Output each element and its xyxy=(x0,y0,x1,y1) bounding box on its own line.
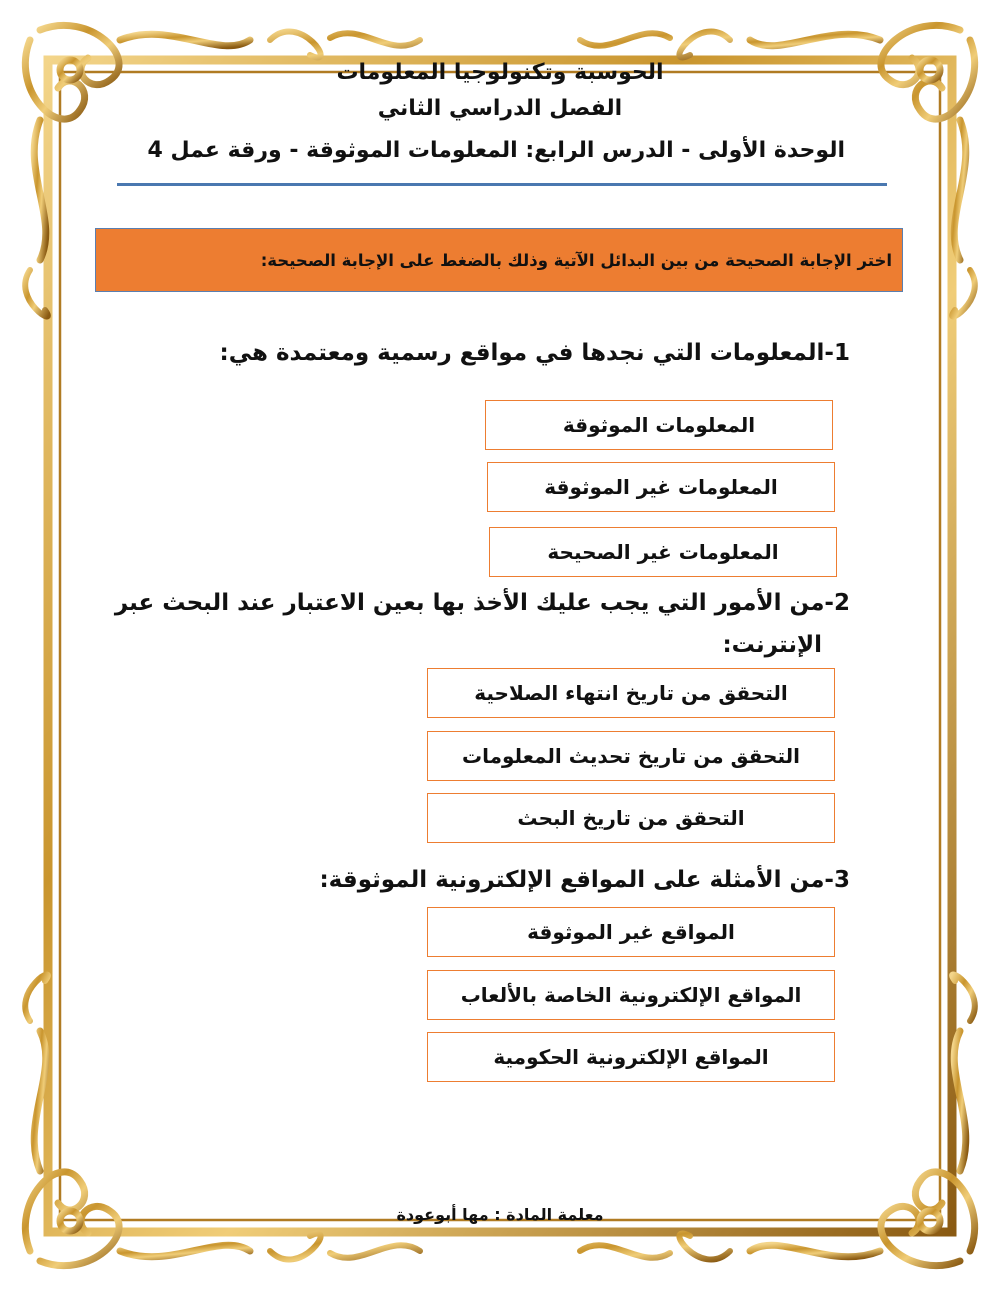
q1-option-3[interactable]: المعلومات غير الصحيحة xyxy=(489,527,837,577)
q1-option-2[interactable]: المعلومات غير الموثوقة xyxy=(487,462,835,512)
instruction-text: اختر الإجابة الصحيحة من بين البدائل الآتية وذلك بالضغط على الإجابة الصحيحة: xyxy=(260,250,892,270)
q2-option-1[interactable]: التحقق من تاريخ انتهاء الصلاحية xyxy=(427,668,835,718)
q3-option-1[interactable]: المواقع غير الموثوقة xyxy=(427,907,835,957)
q2-option-2[interactable]: التحقق من تاريخ تحديث المعلومات xyxy=(427,731,835,781)
q3-option-3[interactable]: المواقع الإلكترونية الحكومية xyxy=(427,1032,835,1082)
q3-option-2[interactable]: المواقع الإلكترونية الخاصة بالألعاب xyxy=(427,970,835,1020)
q2-option-3[interactable]: التحقق من تاريخ البحث xyxy=(427,793,835,843)
semester-title: الفصل الدراسي الثاني xyxy=(377,96,623,121)
lesson-title: الوحدة الأولى - الدرس الرابع: المعلومات الموثوقة - ورقة عمل 4 xyxy=(147,138,845,163)
question-2: 2-من الأمور التي يجب عليك الأخذ بها بعين الاعتبار عند البحث عبر xyxy=(114,590,850,616)
teacher-credit: معلمة المادة : مها أبوعودة xyxy=(396,1205,604,1224)
header-divider xyxy=(117,183,887,186)
subject-title: الحوسبة وتكنولوجيا المعلومات xyxy=(336,60,664,85)
instruction-banner xyxy=(95,228,903,292)
q1-option-1[interactable]: المعلومات الموثوقة xyxy=(485,400,833,450)
question-2-line-2: الإنترنت: xyxy=(722,632,822,658)
question-1: 1-المعلومات التي نجدها في مواقع رسمية ومعتمدة هي: xyxy=(219,340,850,366)
question-3: 3-من الأمثلة على المواقع الإلكترونية الموثوقة: xyxy=(319,867,850,893)
